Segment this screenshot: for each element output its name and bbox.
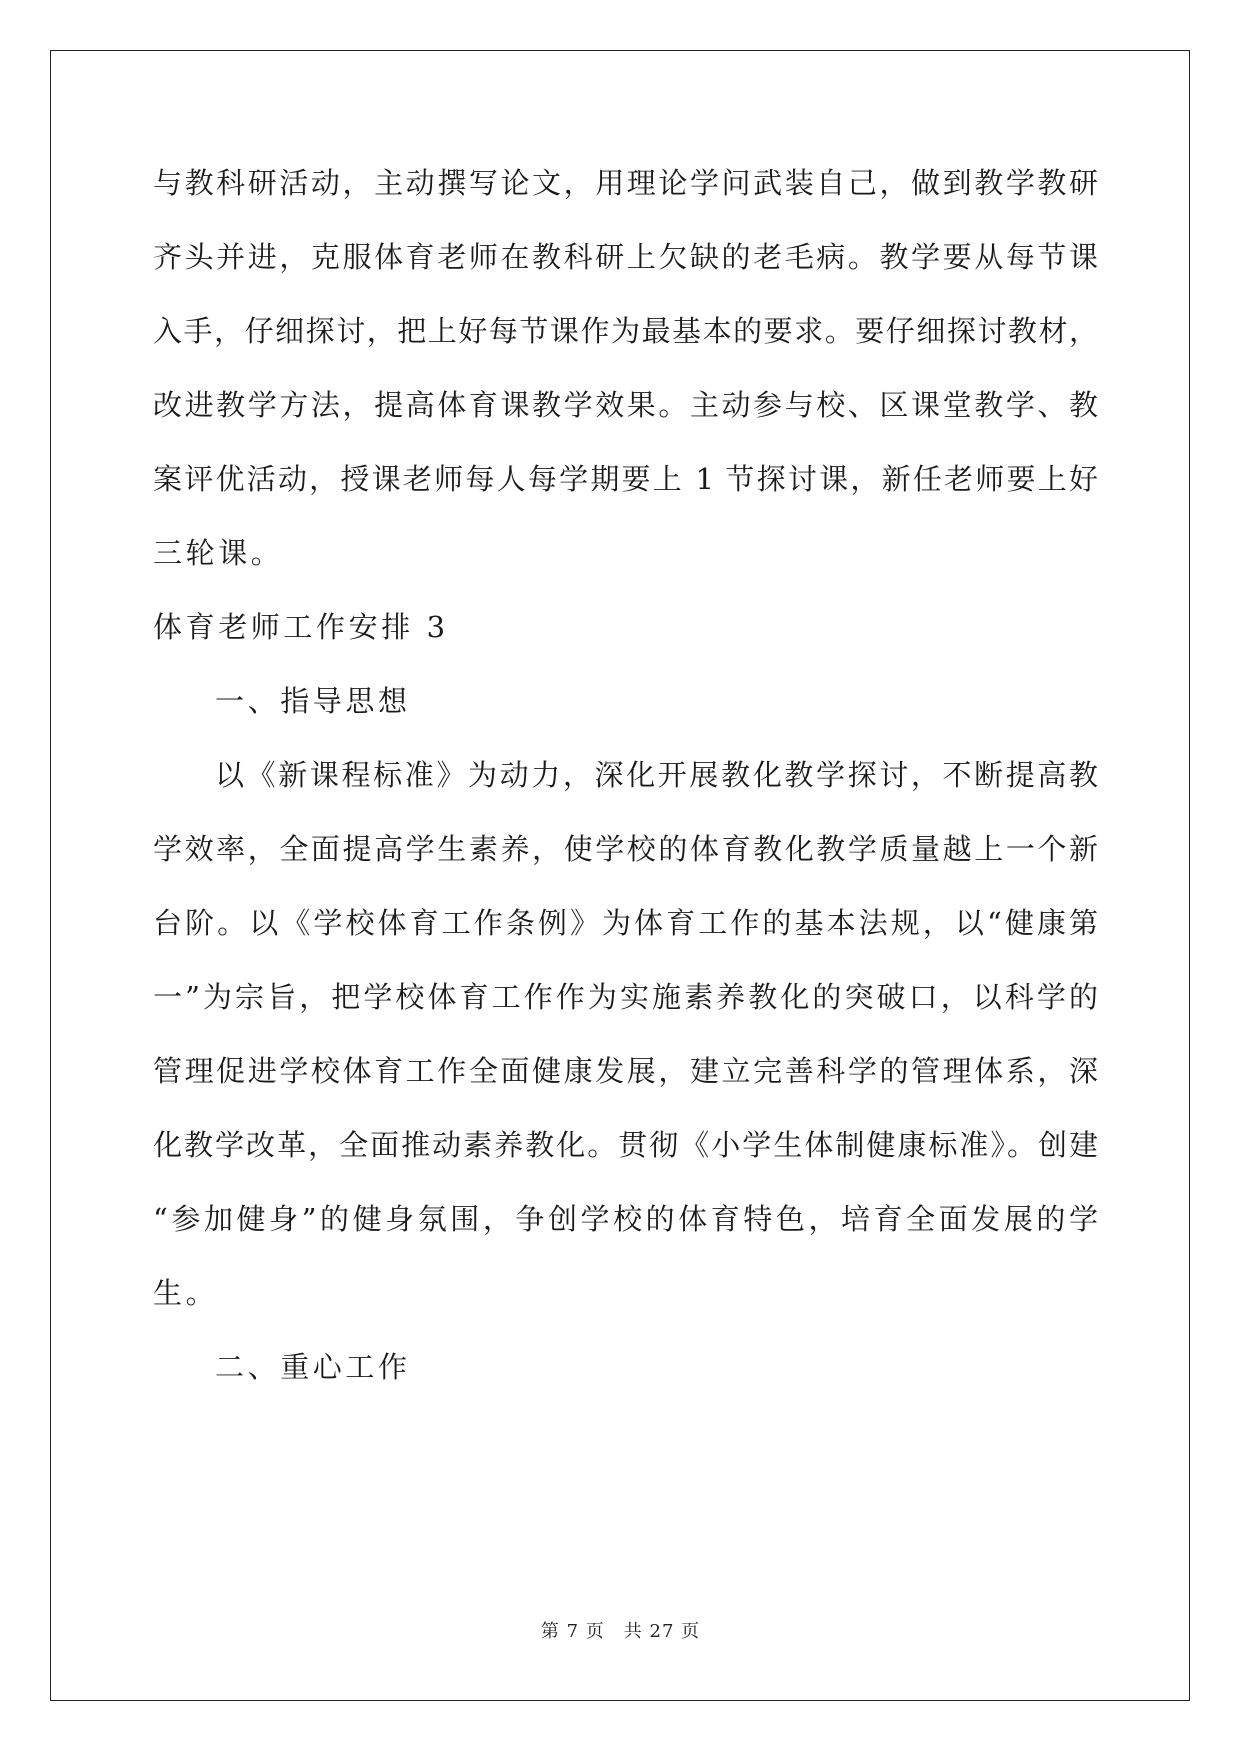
paragraph-line: 化教学改革，全面推动素养教化。贯彻《小学生体制健康标准》。创建 bbox=[153, 1128, 1098, 1162]
paragraph-line: 三轮课。 bbox=[153, 536, 284, 570]
paragraph-line: “参加健身”的健身氛围，争创学校的体育特色，培育全面发展的学 bbox=[153, 1202, 1098, 1236]
paragraph-line: 台阶。以《学校体育工作条例》为体育工作的基本法规，以“健康第 bbox=[153, 906, 1098, 940]
subsection-heading: 一、指导思想 bbox=[215, 684, 411, 718]
paragraph-line: 学效率，全面提高学生素养，使学校的体育教化教学质量越上一个新 bbox=[153, 832, 1098, 866]
paragraph-line: 生。 bbox=[153, 1276, 219, 1310]
paragraph-line: 管理促进学校体育工作全面健康发展，建立完善科学的管理体系，深 bbox=[153, 1054, 1098, 1088]
subsection-heading: 二、重心工作 bbox=[215, 1350, 411, 1384]
paragraph-line: 案评优活动，授课老师每人每学期要上 1 节探讨课，新任老师要上好 bbox=[153, 462, 1098, 496]
paragraph-line: 改进教学方法，提高体育课教学效果。主动参与校、区课堂教学、教 bbox=[153, 388, 1098, 422]
paragraph-line: 一”为宗旨，把学校体育工作作为实施素养教化的突破口，以科学的 bbox=[153, 980, 1098, 1014]
section-heading: 体育老师工作安排 3 bbox=[153, 610, 449, 644]
paragraph-line: 齐头并进，克服体育老师在教科研上欠缺的老毛病。教学要从每节课 bbox=[153, 240, 1098, 274]
paragraph-line: 入手，仔细探讨，把上好每节课作为最基本的要求。要仔细探讨教材， bbox=[153, 314, 1098, 348]
paragraph-line: 以《新课程标准》为动力，深化开展教化教学探讨，不断提高教 bbox=[215, 758, 1098, 792]
page-number-footer: 第 7 页 共 27 页 bbox=[540, 1621, 701, 1642]
page-border bbox=[50, 50, 1190, 1701]
paragraph-line: 与教科研活动，主动撰写论文，用理论学问武装自己，做到教学教研 bbox=[153, 166, 1098, 200]
